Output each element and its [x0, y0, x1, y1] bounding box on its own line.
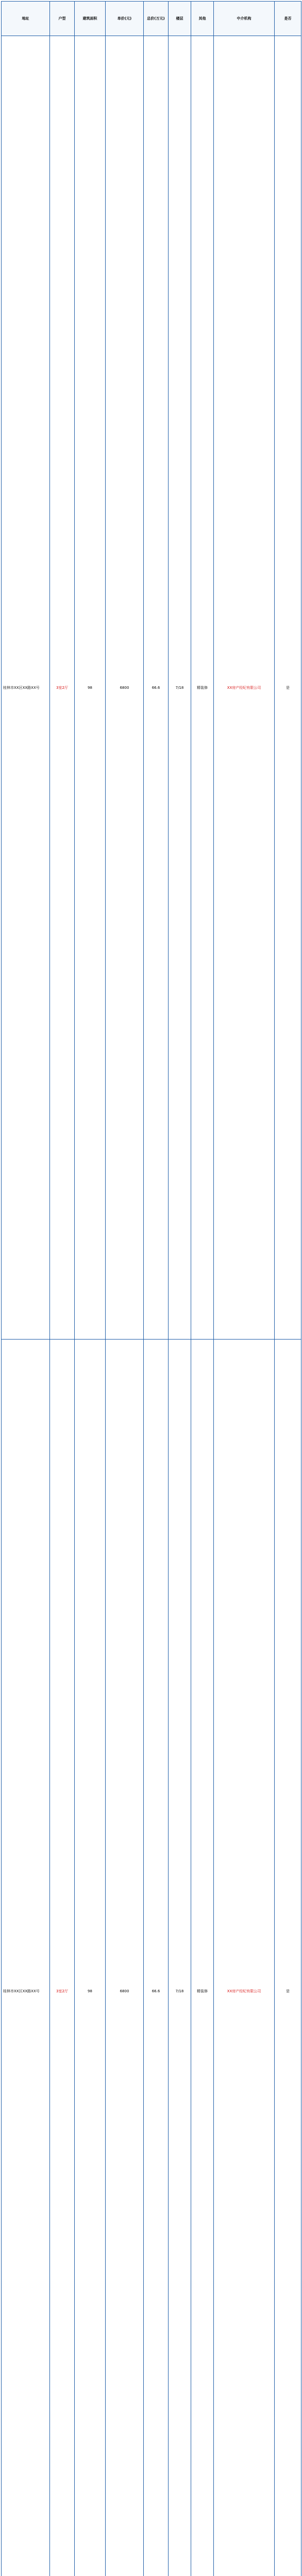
header-cell: 单价(元) — [106, 2, 144, 36]
table-cell: 7/18 — [169, 1340, 191, 2576]
header-cell: 中介机构 — [214, 2, 275, 36]
table-body — [2, 36, 301, 2576]
table-cell: 3室2厅 — [50, 1340, 75, 2576]
header-cell: 是否 — [275, 2, 301, 36]
data-table — [1, 1, 301, 2576]
table-cell: 是 — [275, 1340, 301, 2576]
table-cell: 精装修 — [191, 36, 214, 1340]
table-cell: 98 — [75, 36, 106, 1340]
table-cell: 66.6 — [144, 36, 169, 1340]
header-cell: 总价(万元) — [144, 2, 169, 36]
table-row — [2, 1340, 301, 2576]
table-cell: 桂林市XX区XX路XX号 — [2, 1340, 50, 2576]
table-cell: 98 — [75, 1340, 106, 2576]
header-cell: 楼层 — [169, 2, 191, 36]
header-cell: 户型 — [50, 2, 75, 36]
table-cell: 桂林市XX区XX路XX号 — [2, 36, 50, 1340]
table-cell: 66.6 — [144, 1340, 169, 2576]
header-cell: 地址 — [2, 2, 50, 36]
table-cell: 6800 — [106, 1340, 144, 2576]
table-cell: 是 — [275, 36, 301, 1340]
header-row — [2, 2, 301, 36]
table-cell: 7/18 — [169, 36, 191, 1340]
table-cell: 精装修 — [191, 1340, 214, 2576]
header-cell: 建筑面积 — [75, 2, 106, 36]
table-row — [2, 36, 301, 1340]
table-cell: XX房产经纪有限公司 — [214, 36, 275, 1340]
header-cell: 其他 — [191, 2, 214, 36]
table-cell: 6800 — [106, 36, 144, 1340]
table-cell: XX房产经纪有限公司 — [214, 1340, 275, 2576]
table-cell: 3室2厅 — [50, 36, 75, 1340]
